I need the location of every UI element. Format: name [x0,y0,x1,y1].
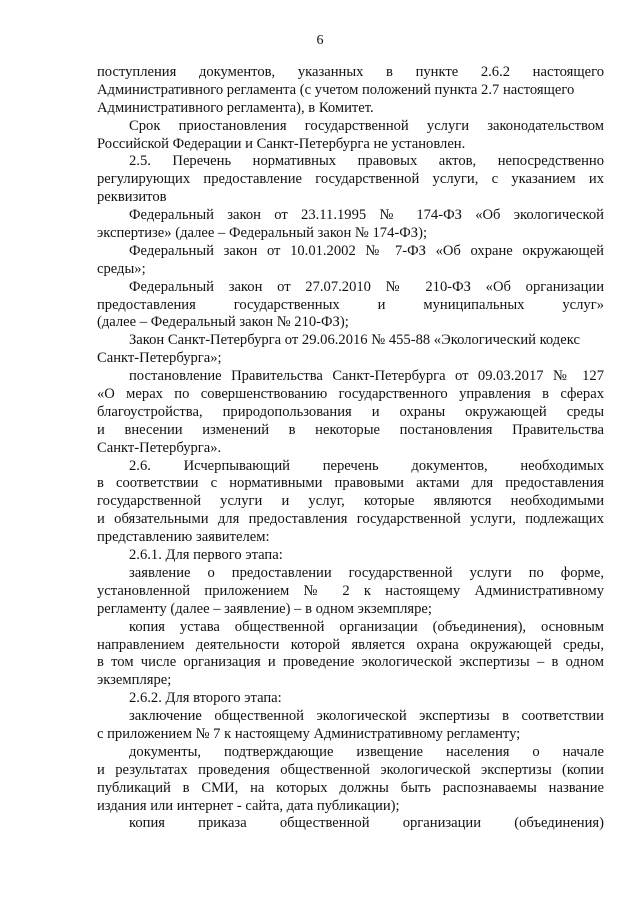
text-line: Административного регламента), в Комитет. [97,99,374,116]
text-line: экземпляре; [97,672,172,689]
text-line: и внесении изменений в некоторые постановления Правительства [97,421,604,438]
text-line: регламенту (далее – заявление) – в одном экземпляре; [97,600,432,617]
text-line: (далее – Федеральный закон № 210-ФЗ); [97,314,349,331]
text-line: «О мерах по совершенствованию государственного управления в сферах [97,386,604,403]
text-line: реквизитов [97,189,167,206]
text-line: предоставления государственных и муниципальных услуг» [97,296,604,313]
text-line: 2.6.1. Для первого этапа: [129,547,283,564]
text-line: направлением деятельности которой является охрана окружающей среды, [97,636,604,653]
text-line: Срок приостановления государственной услуги законодательством [129,117,604,134]
text-line: Санкт-Петербурга»; [97,350,222,367]
text-line: с приложением № 7 к настоящему Административному регламенту; [97,725,521,742]
text-line: среды»; [97,260,146,277]
text-line: заключение общественной экологической экспертизы в соответствии [129,708,604,725]
text-line: публикаций в СМИ, на которых должны быть распознаваемы название [97,779,604,796]
text-line: документы, подтверждающие извещение населения о начале [129,743,604,760]
text-line: поступления документов, указанных в пункте 2.6.2 настоящего [97,64,604,80]
text-line: 2.6.2. Для второго этапа: [129,690,282,707]
text-line: в соответствии с нормативными правовыми актами для предоставления [97,475,604,492]
text-line: Федеральный закон от 10.01.2002 № 7-ФЗ «Об охране окружающей [129,242,604,259]
text-line: копия приказа общественной организации (объединения) [129,815,604,832]
document-body [97,64,604,833]
text-line: благоустройства, природопользования и охраны окружающей среды [97,403,604,420]
text-line: 2.6. Исчерпывающий перечень документов, необходимых [129,457,604,474]
text-line: копия устава общественной организации (объединения), основным [129,618,604,635]
text-line: Федеральный закон от 27.07.2010 № 210-ФЗ «Об организации [129,278,604,295]
text-line: Федеральный закон от 23.11.1995 № 174-ФЗ «Об экологической [129,207,604,224]
text-line: в том числе организация и проведение экологической экспертизы – в одном [97,654,604,671]
text-line: государственной услуги и услуг, которые являются необходимыми [97,493,604,510]
text-line: экспертизе» (далее – Федеральный закон № 174-ФЗ); [97,225,428,242]
text-line: издания или интернет - сайта, дата публикации); [97,797,400,814]
text-line: и результатах проведения общественной экологической экспертизы (копии [97,761,604,778]
text-line: Административного регламента (с учетом положений пункта 2.7 настоящего [97,81,575,98]
text-line: 2.5. Перечень нормативных правовых актов, непосредственно [129,153,604,170]
text-line: установленной приложением № 2 к настоящему Административному [97,582,604,599]
text-line: постановление Правительства Санкт-Петербурга от 09.03.2017 № 127 [129,368,604,385]
text-line: Санкт-Петербурга». [97,439,222,456]
text-line: Закон Санкт-Петербурга от 29.06.2016 № 455-88 «Экологический кодекс [129,332,580,349]
text-line: представлению заявителем: [97,529,270,546]
text-line: Российской Федерации и Санкт-Петербурга не установлен. [97,135,466,152]
text-line: регулирующих предоставление государственной услуги, с указанием их [97,171,604,188]
text-line: заявление о предоставлении государственной услуги по форме, [129,564,604,581]
page-number: 6 [316,33,324,48]
text-line: и обязательными для предоставления государственной услуги, подлежащих [97,511,604,528]
